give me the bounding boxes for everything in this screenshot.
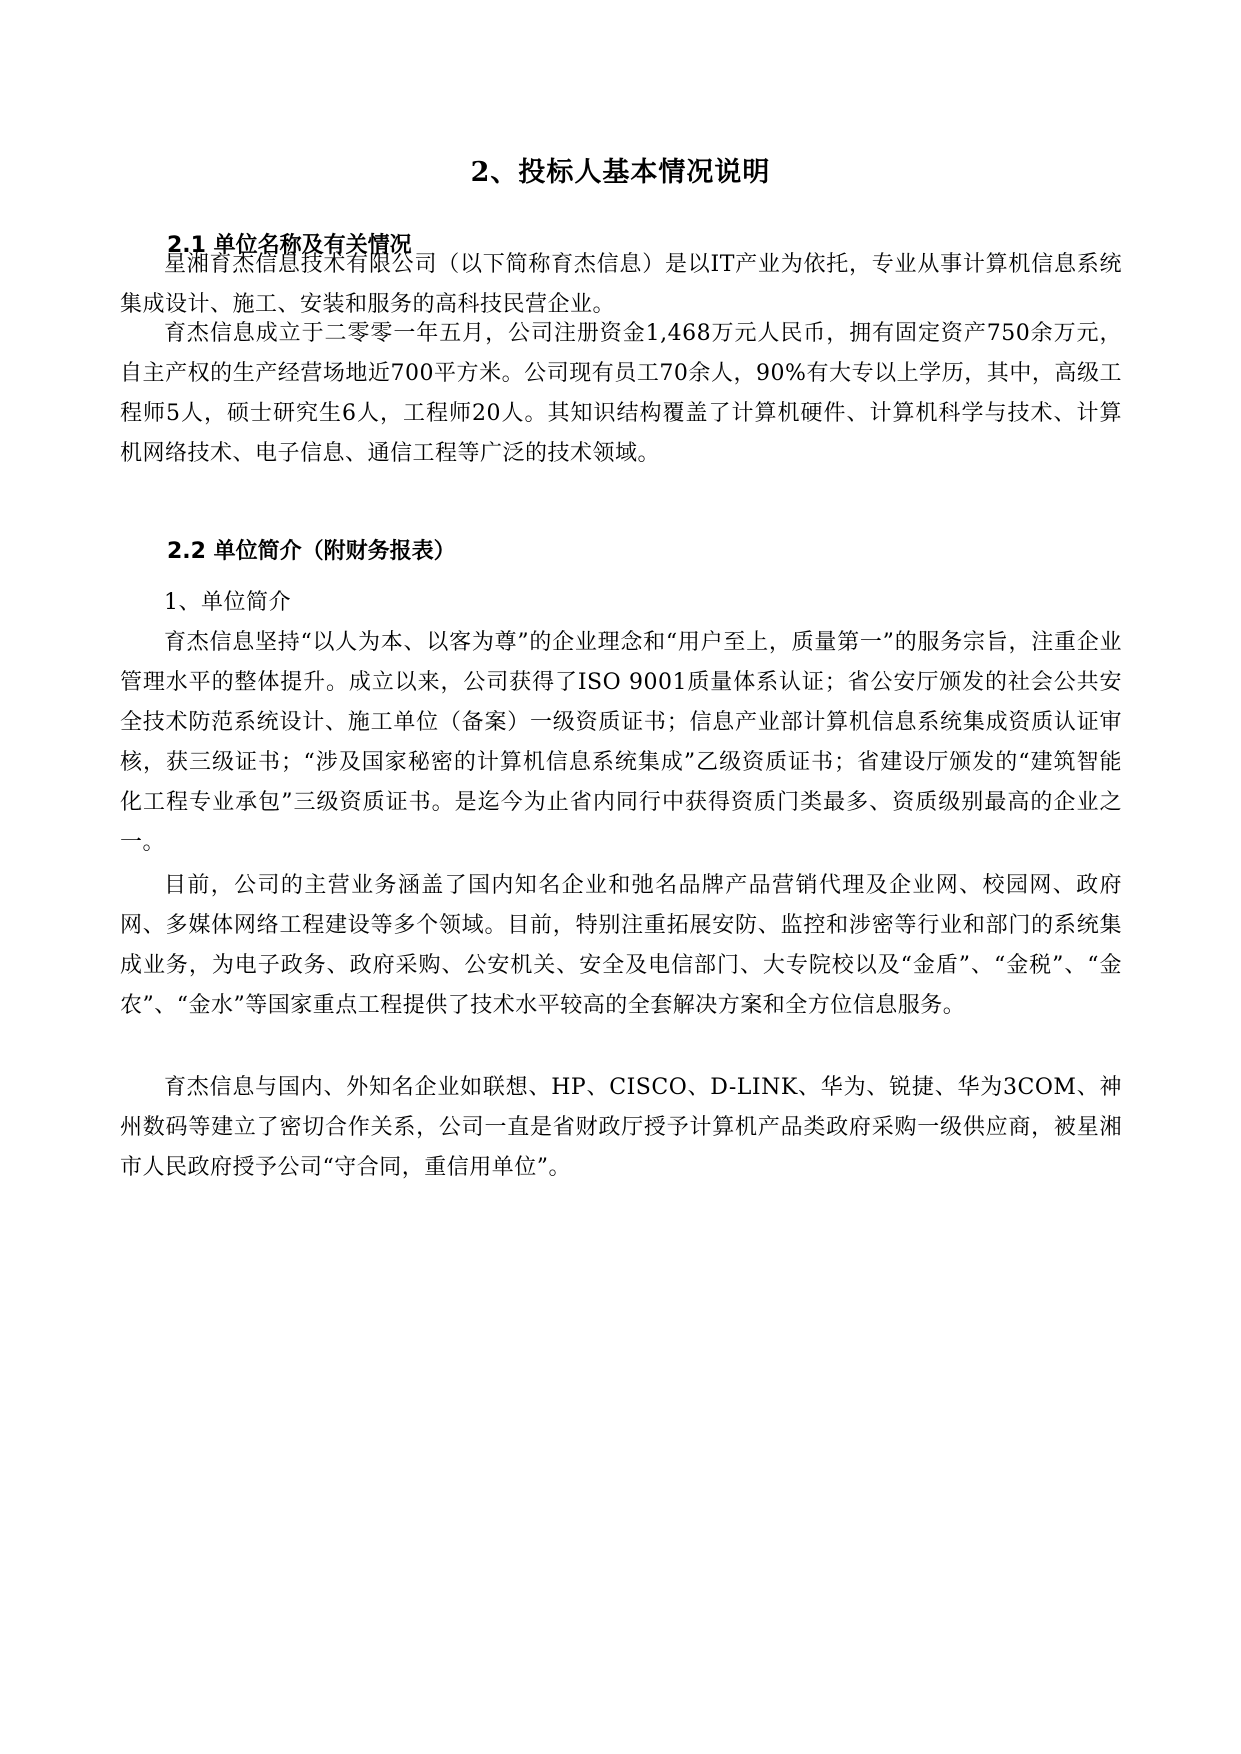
section-heading-2-1: 2.1 单位名称及有关情况 bbox=[167, 233, 412, 258]
paragraph-subheading-unit-intro: 1、单位简介 bbox=[164, 590, 291, 615]
page-title: 2、投标人基本情况说明 bbox=[470, 157, 771, 188]
section-heading-2-2: 2.2 单位简介（附财务报表） bbox=[167, 539, 456, 564]
paragraph-company-overview: 星湘育杰信息技术有限公司（以下简称育杰信息）是以IT产业为依托，专业从事计算机信息系统集成设计、施工、安装和服务的高科技民营企业。 bbox=[120, 252, 1122, 317]
paragraph-qualifications: 育杰信息坚持“以人为本、以客为尊”的企业理念和“用户至上，质量第一”的服务宗旨，注重企业管理水平的整体提升。成立以来，公司获得了ISO 9001质量体系认证；省公安厅颁发的社会公共安全技术防范系统设计、施工单位（备案）一级资质证书；信息产业部计算机信息系统集成资质认证审核，获三级证书；“涉及国家秘密的计算机信息系统集成”乙级资质证书；省建设厅颁发的“建筑智能化工程专业承包”三级资质证书。是迄今为止省内同行中获得资质门类最多、资质级别最高的企业之一。 bbox=[120, 630, 1122, 855]
paragraph-business-scope: 目前，公司的主营业务涵盖了国内知名企业和弛名品牌产品营销代理及企业网、校园网、政府网、多媒体网络工程建设等多个领域。目前，特别注重拓展安防、监控和涉密等行业和部门的系统集成业务，为电子政务、政府采购、公安机关、安全及电信部门、大专院校以及“金盾”、“金税”、“金农”、“金水”等国家重点工程提供了技术水平较高的全套解决方案和全方位信息服务。 bbox=[120, 873, 1122, 1018]
paragraph-partnerships: 育杰信息与国内、外知名企业如联想、HP、CISCO、D-LINK、华为、锐捷、华为3COM、神州数码等建立了密切合作关系，公司一直是省财政厅授予计算机产品类政府采购一级供应商，被星湘市人民政府授予公司“守合同，重信用单位”。 bbox=[120, 1075, 1122, 1180]
paragraph-company-details: 育杰信息成立于二零零一年五月，公司注册资金1,468万元人民币，拥有固定资产750余万元，自主产权的生产经营场地近700平方米。公司现有员工70余人，90%有大专以上学历，其中，高级工程师5人，硕士研究生6人，工程师20人。其知识结构覆盖了计算机硬件、计算机科学与技术、计算机网络技术、电子信息、通信工程等广泛的技术领域。 bbox=[120, 321, 1122, 466]
